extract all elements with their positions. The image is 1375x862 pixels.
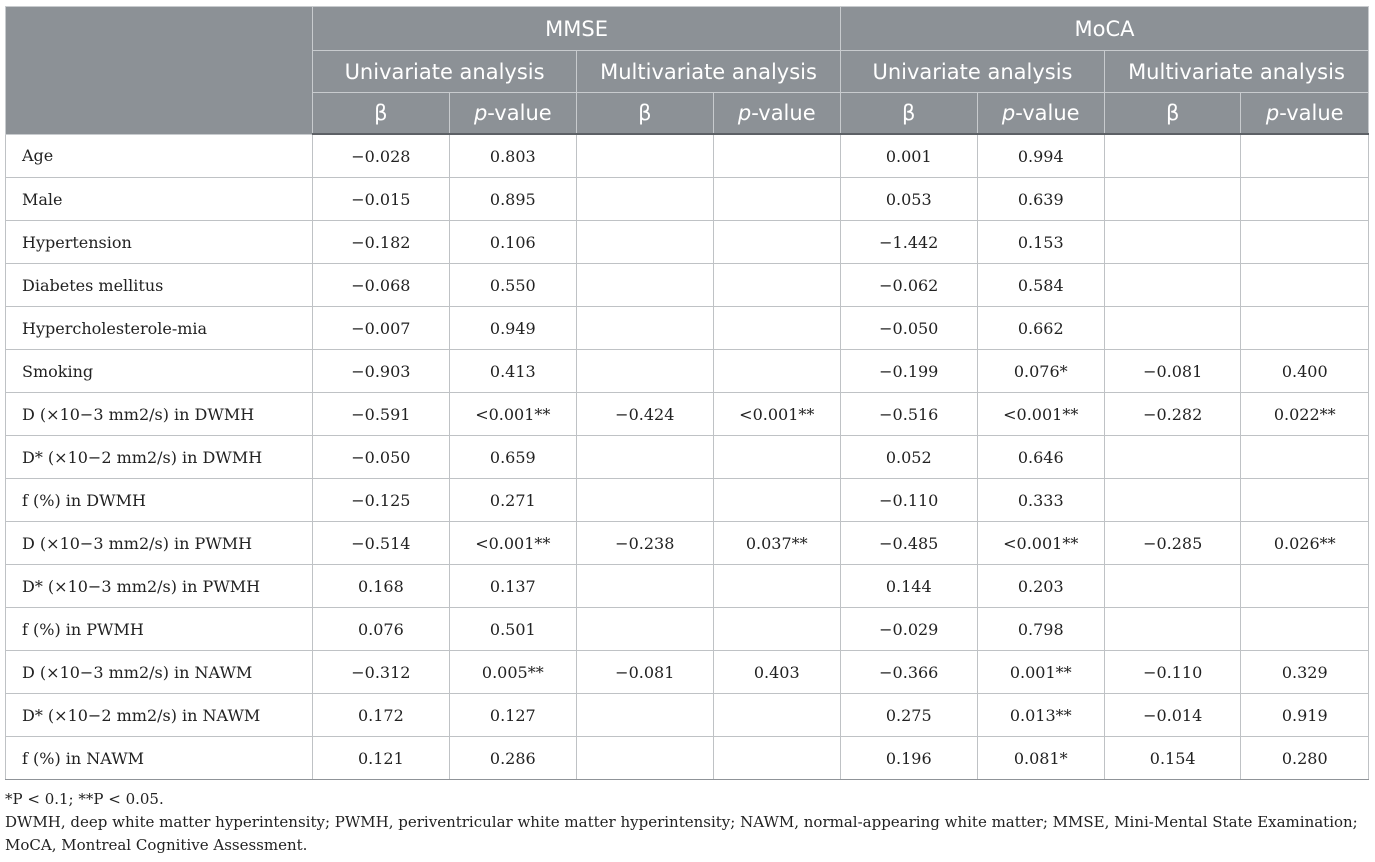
beta-cell: −0.238: [577, 522, 713, 565]
p-value-cell: [1241, 565, 1369, 608]
header-p-value: [713, 93, 840, 135]
p-value-cell: 0.286: [449, 737, 576, 780]
p-value-cell: <0.001**: [977, 393, 1104, 436]
table-row: [6, 350, 1369, 393]
row-label: f (%) in NAWM: [6, 737, 313, 780]
beta-cell: 0.001: [841, 134, 977, 178]
header-p-suffix: -value: [487, 101, 552, 125]
p-value-cell: 0.329: [1241, 651, 1369, 694]
beta-cell: −0.062: [841, 264, 977, 307]
table-row: [6, 608, 1369, 651]
p-value-cell: 0.798: [977, 608, 1104, 651]
beta-cell: −0.312: [313, 651, 449, 694]
beta-cell: −0.110: [1104, 651, 1240, 694]
row-label: D* (×10−2 mm2/s) in NAWM: [6, 694, 313, 737]
beta-cell: [577, 134, 713, 178]
header-beta: β: [841, 93, 977, 135]
beta-cell: [1104, 608, 1240, 651]
beta-cell: −0.485: [841, 522, 977, 565]
p-value-cell: 0.013**: [977, 694, 1104, 737]
beta-cell: −0.068: [313, 264, 449, 307]
row-label: D (×10−3 mm2/s) in NAWM: [6, 651, 313, 694]
beta-cell: −0.591: [313, 393, 449, 436]
table-row: [6, 565, 1369, 608]
p-value-cell: 0.001**: [977, 651, 1104, 694]
beta-cell: −0.285: [1104, 522, 1240, 565]
header-p-italic: p: [473, 101, 488, 125]
table-row: [6, 737, 1369, 780]
row-label: D (×10−3 mm2/s) in DWMH: [6, 393, 313, 436]
beta-cell: 0.172: [313, 694, 449, 737]
beta-cell: [1104, 565, 1240, 608]
p-value-cell: [1241, 307, 1369, 350]
p-value-cell: 0.413: [449, 350, 576, 393]
row-label: D* (×10−3 mm2/s) in PWMH: [6, 565, 313, 608]
table-row: [6, 307, 1369, 350]
beta-cell: 0.076: [313, 608, 449, 651]
p-value-cell: 0.919: [1241, 694, 1369, 737]
p-value-cell: 0.584: [977, 264, 1104, 307]
header-p-value: [1241, 93, 1369, 135]
p-value-cell: 0.037**: [713, 522, 840, 565]
p-value-cell: <0.001**: [449, 393, 576, 436]
header-p-italic: p: [737, 101, 752, 125]
beta-cell: −0.007: [313, 307, 449, 350]
beta-cell: [1104, 436, 1240, 479]
table-row: [6, 264, 1369, 307]
table-row: [6, 651, 1369, 694]
p-value-cell: 0.333: [977, 479, 1104, 522]
header-mmse-univariate: Univariate analysis: [313, 51, 577, 93]
p-value-cell: 0.550: [449, 264, 576, 307]
p-value-cell: 0.022**: [1241, 393, 1369, 436]
beta-cell: [577, 608, 713, 651]
p-value-cell: 0.501: [449, 608, 576, 651]
row-label: Hypercholesterole-mia: [6, 307, 313, 350]
p-value-cell: 0.949: [449, 307, 576, 350]
header-p-italic: p: [1001, 101, 1016, 125]
p-value-cell: 0.076*: [977, 350, 1104, 393]
beta-cell: −0.903: [313, 350, 449, 393]
beta-cell: −0.028: [313, 134, 449, 178]
beta-cell: −0.514: [313, 522, 449, 565]
p-value-cell: 0.026**: [1241, 522, 1369, 565]
row-label: D* (×10−2 mm2/s) in DWMH: [6, 436, 313, 479]
beta-cell: 0.154: [1104, 737, 1240, 780]
p-value-cell: [713, 565, 840, 608]
beta-cell: [577, 350, 713, 393]
p-value-cell: 0.639: [977, 178, 1104, 221]
beta-cell: −0.015: [313, 178, 449, 221]
beta-cell: [1104, 178, 1240, 221]
p-value-cell: [1241, 178, 1369, 221]
p-value-cell: [1241, 134, 1369, 178]
header-mmse: MMSE: [313, 7, 841, 51]
beta-cell: [577, 479, 713, 522]
beta-cell: [577, 436, 713, 479]
beta-cell: [577, 178, 713, 221]
table-row: [6, 479, 1369, 522]
row-label: D (×10−3 mm2/s) in PWMH: [6, 522, 313, 565]
table-row: [6, 134, 1369, 178]
p-value-cell: [713, 350, 840, 393]
beta-cell: −0.282: [1104, 393, 1240, 436]
table-row: [6, 436, 1369, 479]
beta-cell: −0.014: [1104, 694, 1240, 737]
row-label: f (%) in PWMH: [6, 608, 313, 651]
p-value-cell: 0.203: [977, 565, 1104, 608]
p-value-cell: <0.001**: [977, 522, 1104, 565]
beta-cell: [1104, 221, 1240, 264]
row-label: Smoking: [6, 350, 313, 393]
header-p-suffix: -value: [751, 101, 816, 125]
beta-cell: −0.050: [313, 436, 449, 479]
beta-cell: [577, 264, 713, 307]
p-value-cell: [1241, 479, 1369, 522]
regression-table: [5, 6, 1369, 780]
p-value-cell: 0.081*: [977, 737, 1104, 780]
p-value-cell: [713, 134, 840, 178]
p-value-cell: [713, 479, 840, 522]
row-label: f (%) in DWMH: [6, 479, 313, 522]
beta-cell: 0.052: [841, 436, 977, 479]
p-value-cell: 0.403: [713, 651, 840, 694]
footnote-abbreviations: DWMH, deep white matter hyperintensity; PWMH, periventricular white matter hyperintensity; NAWM, normal-appearing white matter; MMSE, Mini-Mental State Examination; MoCA, Montreal Cognitive Assessment.: [5, 813, 1358, 854]
beta-cell: [1104, 479, 1240, 522]
p-value-cell: 0.280: [1241, 737, 1369, 780]
p-value-cell: 0.400: [1241, 350, 1369, 393]
beta-cell: −0.199: [841, 350, 977, 393]
p-value-cell: 0.895: [449, 178, 576, 221]
header-beta: β: [1104, 93, 1240, 135]
p-value-cell: [713, 608, 840, 651]
header-moca-univariate: Univariate analysis: [841, 51, 1105, 93]
p-value-cell: [713, 221, 840, 264]
beta-cell: 0.275: [841, 694, 977, 737]
p-value-cell: [713, 694, 840, 737]
p-value-cell: [1241, 436, 1369, 479]
header-beta: β: [577, 93, 713, 135]
header-p-italic: p: [1265, 101, 1280, 125]
beta-cell: −0.050: [841, 307, 977, 350]
header-blank-corner: [6, 7, 313, 135]
p-value-cell: [713, 307, 840, 350]
beta-cell: [577, 565, 713, 608]
beta-cell: −0.125: [313, 479, 449, 522]
beta-cell: [577, 737, 713, 780]
beta-cell: [577, 307, 713, 350]
p-value-cell: 0.137: [449, 565, 576, 608]
beta-cell: 0.121: [313, 737, 449, 780]
p-value-cell: [1241, 221, 1369, 264]
beta-cell: −0.029: [841, 608, 977, 651]
footnote-significance: *P < 0.1; **P < 0.05.: [5, 790, 164, 808]
beta-cell: −0.516: [841, 393, 977, 436]
header-moca-multivariate: Multivariate analysis: [1104, 51, 1368, 93]
beta-cell: [1104, 307, 1240, 350]
p-value-cell: 0.106: [449, 221, 576, 264]
table-body: [6, 134, 1369, 780]
row-label: Age: [6, 134, 313, 178]
header-p-value: [977, 93, 1104, 135]
regression-table-container: [5, 6, 1369, 780]
header-moca: MoCA: [841, 7, 1369, 51]
p-value-cell: [1241, 264, 1369, 307]
p-value-cell: 0.659: [449, 436, 576, 479]
p-value-cell: [713, 737, 840, 780]
p-value-cell: [713, 178, 840, 221]
table-row: [6, 393, 1369, 436]
beta-cell: −0.081: [1104, 350, 1240, 393]
table-row: [6, 522, 1369, 565]
table-row: [6, 221, 1369, 264]
beta-cell: −0.424: [577, 393, 713, 436]
beta-cell: 0.168: [313, 565, 449, 608]
beta-cell: −1.442: [841, 221, 977, 264]
row-label: Hypertension: [6, 221, 313, 264]
p-value-cell: 0.271: [449, 479, 576, 522]
table-header: [6, 7, 1369, 135]
beta-cell: [577, 221, 713, 264]
p-value-cell: <0.001**: [713, 393, 840, 436]
p-value-cell: 0.646: [977, 436, 1104, 479]
table-footnotes: [5, 788, 1369, 857]
beta-cell: 0.196: [841, 737, 977, 780]
beta-cell: 0.053: [841, 178, 977, 221]
p-value-cell: 0.005**: [449, 651, 576, 694]
p-value-cell: 0.153: [977, 221, 1104, 264]
p-value-cell: [713, 436, 840, 479]
p-value-cell: [1241, 608, 1369, 651]
header-p-suffix: -value: [1015, 101, 1080, 125]
table-row: [6, 178, 1369, 221]
row-label: Male: [6, 178, 313, 221]
p-value-cell: 0.803: [449, 134, 576, 178]
beta-cell: −0.081: [577, 651, 713, 694]
p-value-cell: 0.662: [977, 307, 1104, 350]
beta-cell: −0.110: [841, 479, 977, 522]
p-value-cell: 0.127: [449, 694, 576, 737]
beta-cell: −0.366: [841, 651, 977, 694]
beta-cell: −0.182: [313, 221, 449, 264]
header-p-suffix: -value: [1279, 101, 1344, 125]
beta-cell: [1104, 264, 1240, 307]
header-mmse-multivariate: Multivariate analysis: [577, 51, 841, 93]
p-value-cell: <0.001**: [449, 522, 576, 565]
row-label: Diabetes mellitus: [6, 264, 313, 307]
p-value-cell: 0.994: [977, 134, 1104, 178]
p-value-cell: [713, 264, 840, 307]
table-row: [6, 694, 1369, 737]
header-beta: β: [313, 93, 449, 135]
beta-cell: 0.144: [841, 565, 977, 608]
beta-cell: [577, 694, 713, 737]
header-p-value: [449, 93, 576, 135]
beta-cell: [1104, 134, 1240, 178]
